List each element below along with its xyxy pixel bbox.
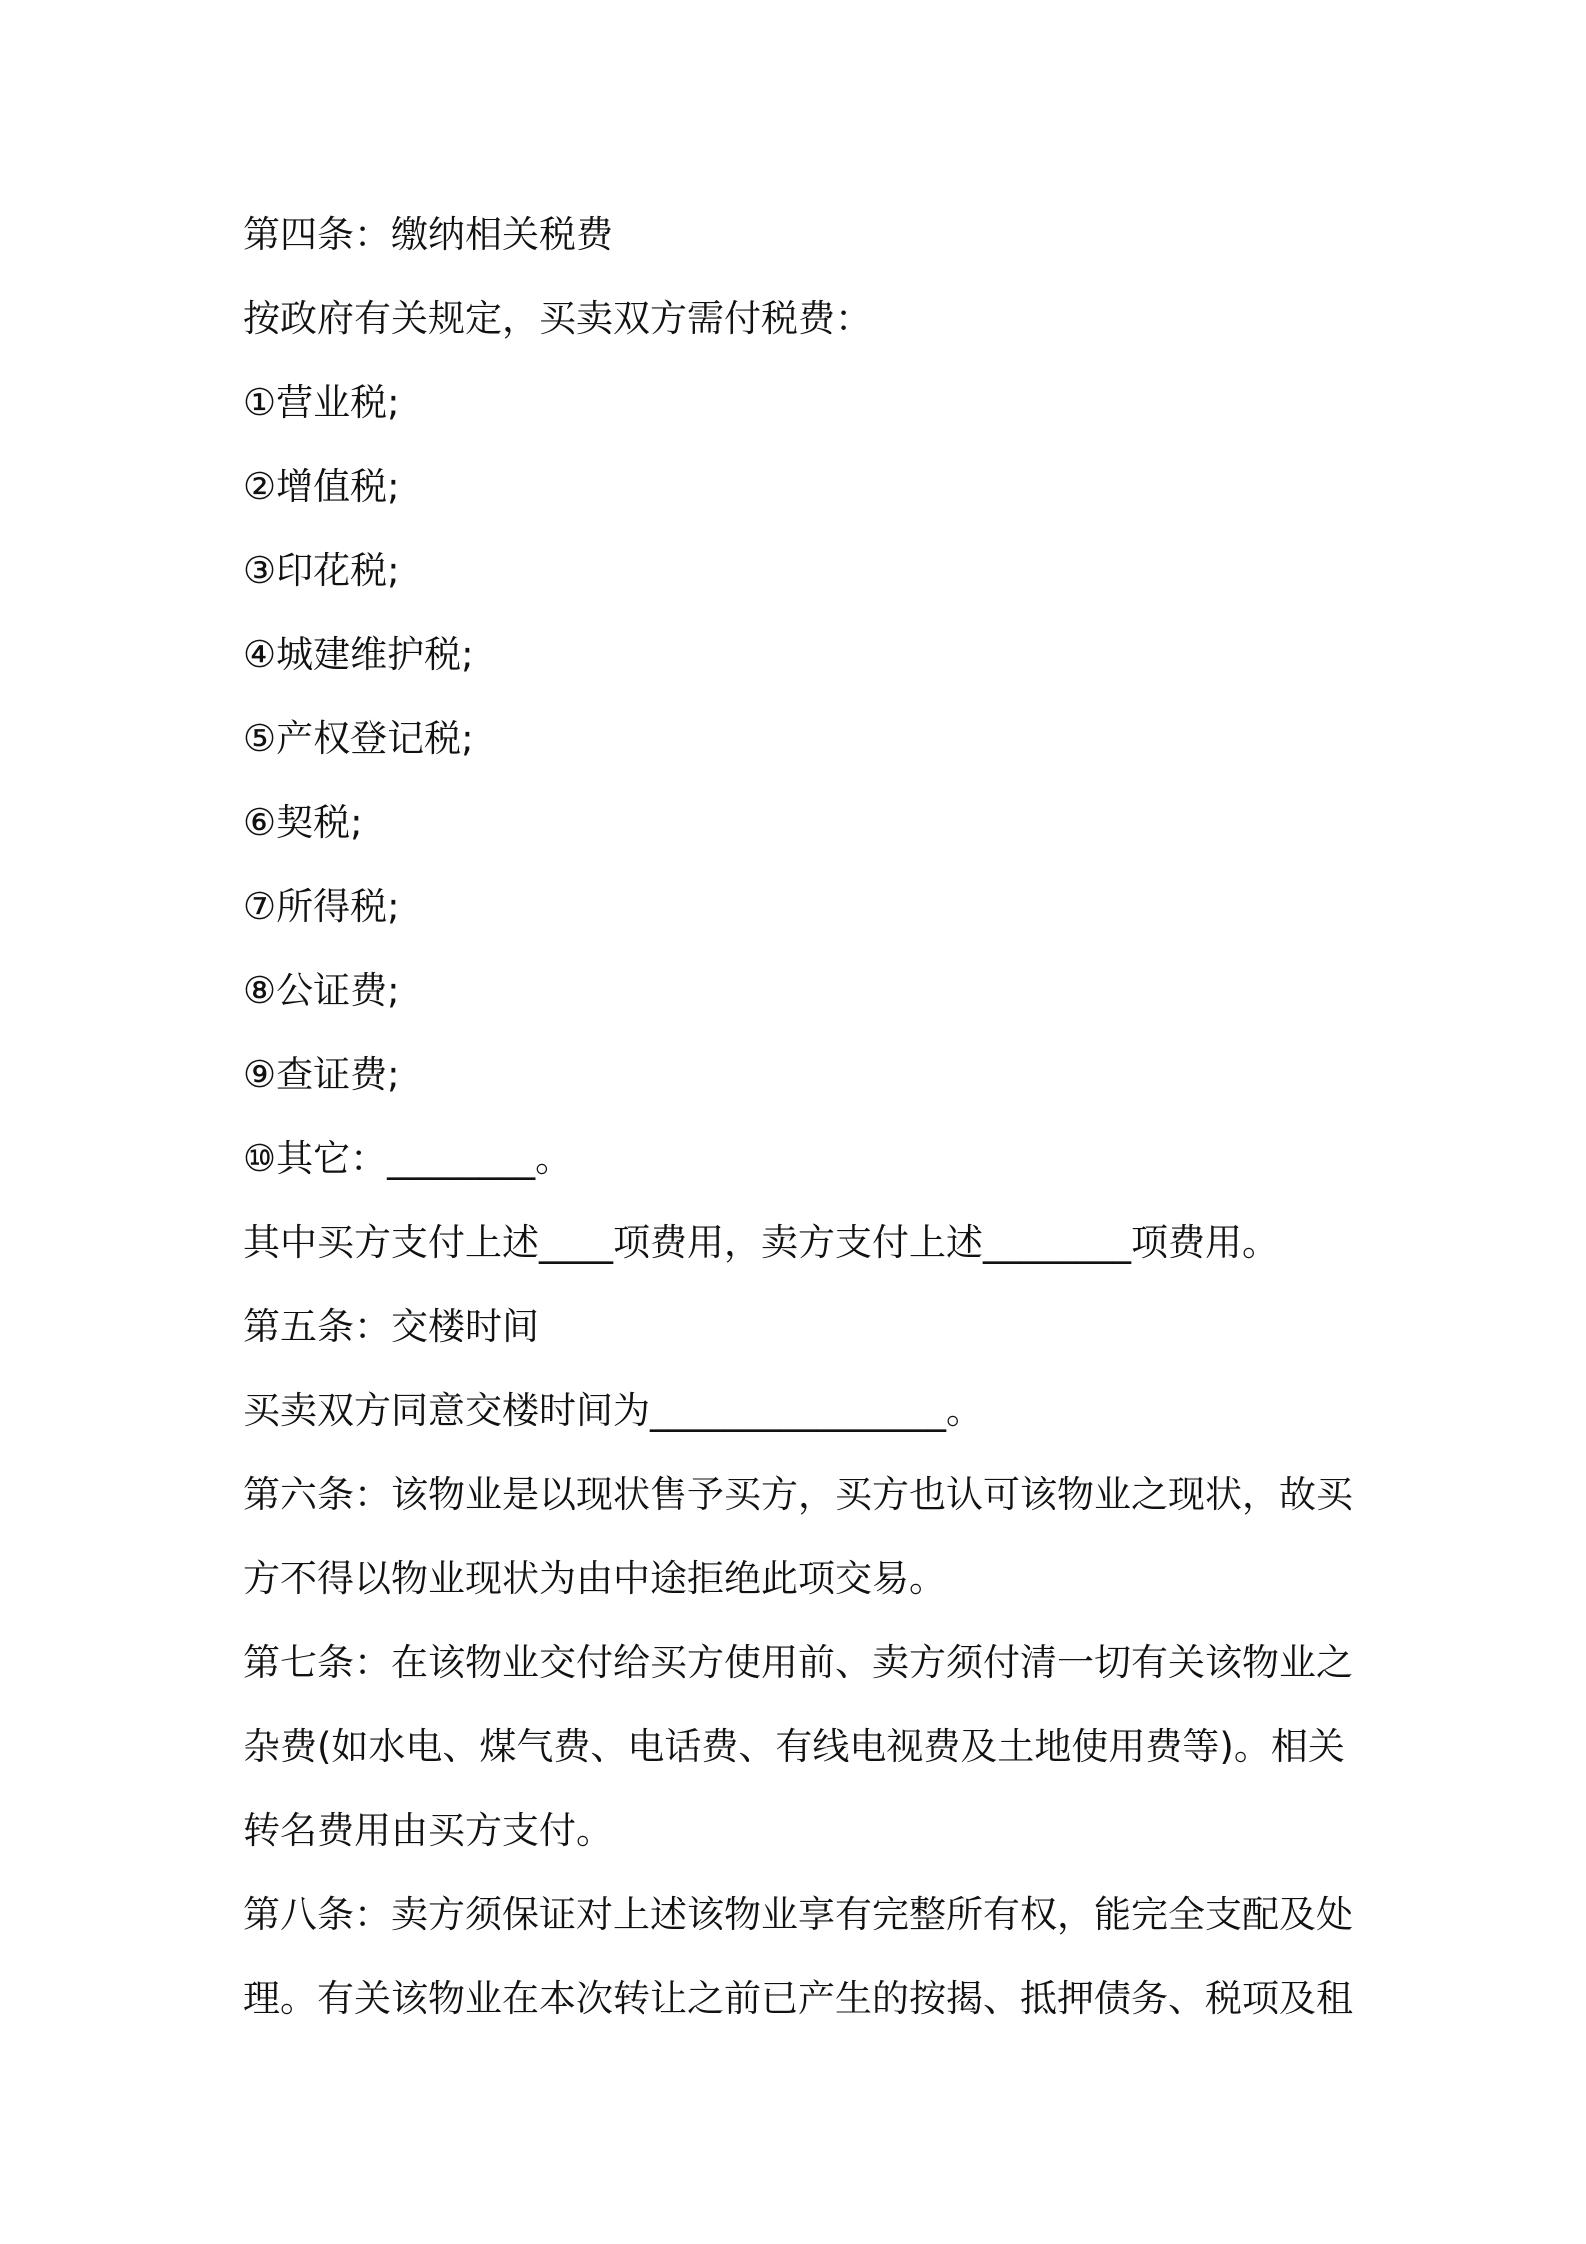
document-page [243,193,1363,2041]
tax-intro-text: 按政府有关规定，买卖双方需付税费： [243,297,872,340]
handover-time-text: 买卖双方同意交楼时间为________________。 [243,1389,983,1432]
article-7-line-2: 杂费(如水电、煤气费、电话费、有线电视费及土地使用费等)。相关 [243,1725,1345,1768]
fee-split-text: 其中买方支付上述____项费用，卖方支付上述________项费用。 [243,1221,1279,1264]
tax-item-9: ⑨查证费; [243,1053,400,1096]
tax-item-7: ⑦所得税; [243,885,400,928]
tax-item-2: ②增值税; [243,465,400,508]
article-4-heading: 第四条：缴纳相关税费 [243,213,613,256]
article-8-line-2: 理。有关该物业在本次转让之前已产生的按揭、抵押债务、税项及租 [243,1977,1353,2020]
article-6-line-2: 方不得以物业现状为由中途拒绝此项交易。 [243,1557,946,1600]
tax-item-10: ⑩其它：________。 [243,1137,573,1180]
tax-item-8: ⑧公证费; [243,969,400,1012]
article-6-line-1: 第六条：该物业是以现状售予买方，买方也认可该物业之现状，故买 [243,1473,1353,1516]
tax-item-6: ⑥契税; [243,801,363,844]
article-7-line-3: 转名费用由买方支付。 [243,1809,613,1852]
tax-item-4: ④城建维护税; [243,633,474,676]
article-8-line-1: 第八条：卖方须保证对上述该物业享有完整所有权，能完全支配及处 [243,1893,1353,1936]
article-5-heading: 第五条：交楼时间 [243,1305,539,1348]
tax-item-5: ⑤产权登记税; [243,717,474,760]
tax-item-1: ①营业税; [243,381,400,424]
article-7-line-1: 第七条：在该物业交付给买方使用前、卖方须付清一切有关该物业之 [243,1641,1353,1684]
tax-item-3: ③印花税; [243,549,400,592]
